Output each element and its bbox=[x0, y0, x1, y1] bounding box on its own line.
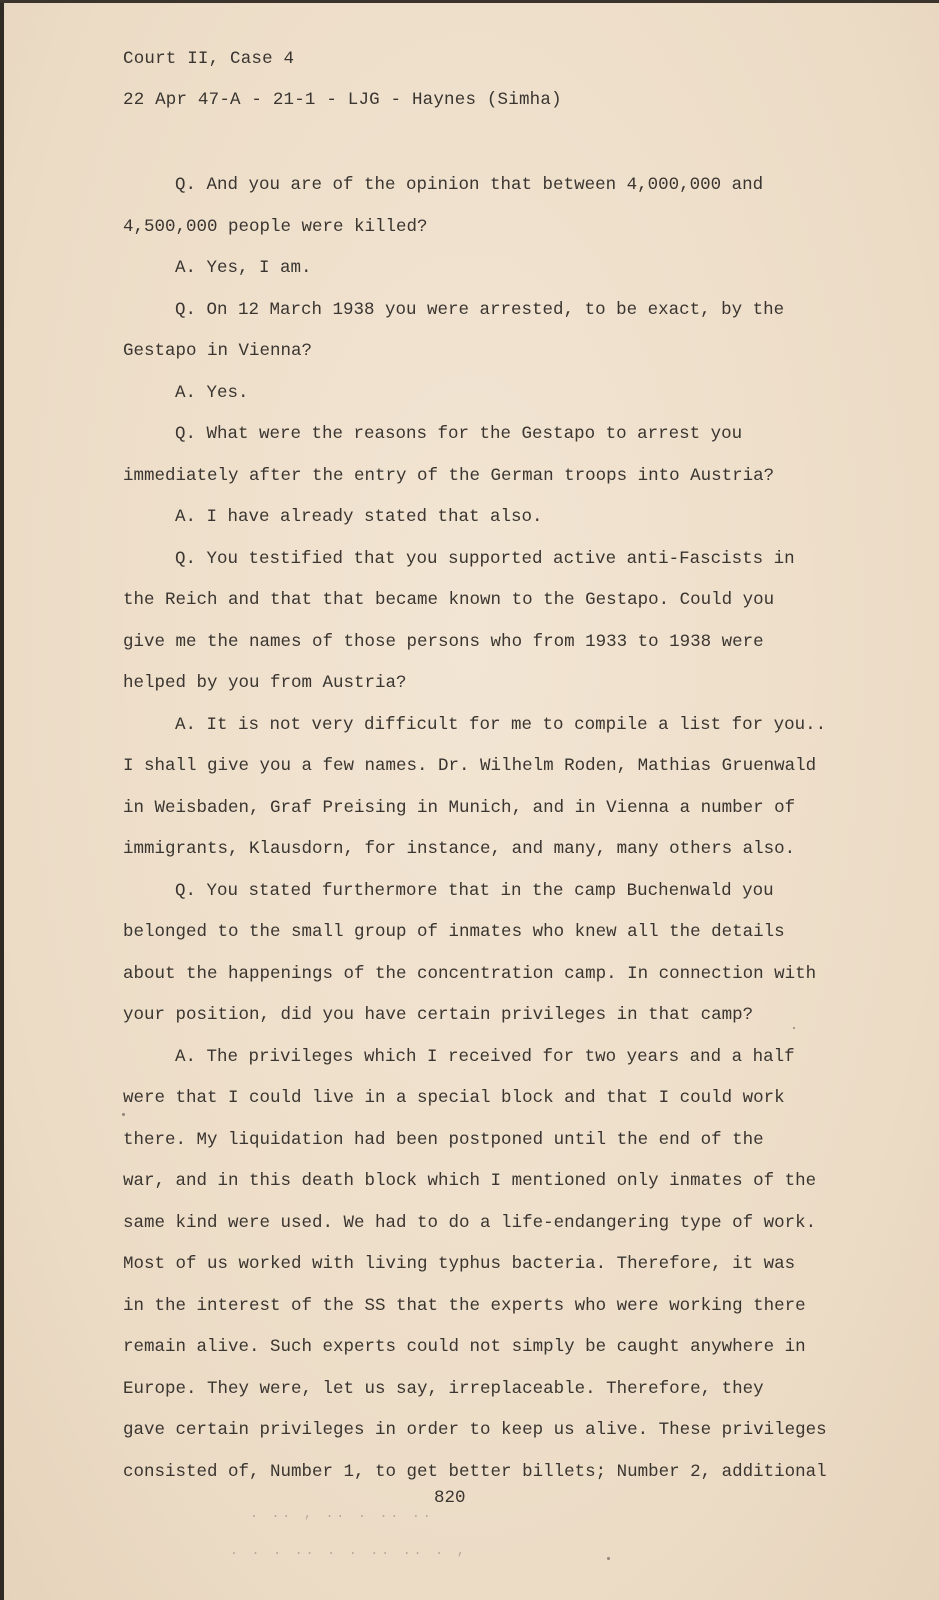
session-header: 22 Apr 47-A - 21-1 - LJG - Haynes (Simha) bbox=[123, 90, 562, 110]
page-number: 820 bbox=[434, 1488, 466, 1508]
transcript-line: same kind were used. We had to do a life-endangering type of work. bbox=[123, 1212, 817, 1233]
transcript-line: Gestapo in Vienna? bbox=[123, 341, 313, 361]
transcript-line: A. I have already stated that also. bbox=[175, 507, 543, 527]
transcript-line: war, and in this death block which I mentioned only inmates of the bbox=[123, 1171, 817, 1191]
transcript-line: A. The privileges which I received for two years and a half bbox=[175, 1046, 795, 1067]
transcript-line: A. Yes, I am. bbox=[175, 258, 312, 278]
paper-speck bbox=[793, 1027, 795, 1029]
transcript-line: immediately after the entry of the German troops into Austria? bbox=[123, 465, 775, 486]
bleed-through-mark: . . . .. . . .. .. . , bbox=[230, 1543, 468, 1558]
transcript-line: were that I could live in a special block and that I could work bbox=[123, 1088, 785, 1108]
paper-speck bbox=[607, 1557, 610, 1560]
transcript-line: gave certain privileges in order to keep us alive. These privileges bbox=[123, 1420, 827, 1440]
testimony-transcript bbox=[123, 172, 827, 1500]
transcript-line: give me the names of those persons who from 1933 to 1938 were bbox=[123, 631, 764, 652]
transcript-line: 4,500,000 people were killed? bbox=[123, 216, 428, 237]
transcript-line: I shall give you a few names. Dr. Wilhelm Roden, Mathias Gruenwald bbox=[123, 756, 817, 776]
transcript-line: Q. What were the reasons for the Gestapo to arrest you bbox=[175, 424, 743, 444]
transcript-line: your position, did you have certain privileges in that camp? bbox=[123, 1005, 754, 1025]
transcript-line: Most of us worked with living typhus bacteria. Therefore, it was bbox=[123, 1254, 796, 1274]
transcript-line: Q. You testified that you supported active anti-Fascists in bbox=[175, 548, 795, 569]
transcript-line: helped by you from Austria? bbox=[123, 673, 407, 693]
paper-speck bbox=[122, 1113, 125, 1116]
transcript-line: A. It is not very difficult for me to compile a list for you.. bbox=[175, 714, 827, 735]
transcript-line: Q. And you are of the opinion that between 4,000,000 and bbox=[175, 175, 764, 195]
transcript-line: remain alive. Such experts could not simply be caught anywhere in bbox=[123, 1337, 806, 1357]
transcript-line: Europe. They were, let us say, irreplaceable. Therefore, they bbox=[123, 1378, 764, 1399]
transcript-line: belonged to the small group of inmates who knew all the details bbox=[123, 922, 785, 942]
transcript-line: immigrants, Klausdorn, for instance, and many, many others also. bbox=[123, 839, 796, 859]
transcript-line: there. My liquidation had been postponed until the end of the bbox=[123, 1129, 764, 1150]
transcript-line: Q. On 12 March 1938 you were arrested, to be exact, by the bbox=[175, 299, 785, 320]
case-header: Court II, Case 4 bbox=[123, 49, 295, 69]
transcript-line: in the interest of the SS that the experts who were working there bbox=[123, 1295, 806, 1316]
transcript-line: consisted of, Number 1, to get better billets; Number 2, additional bbox=[123, 1461, 827, 1482]
transcript-line: about the happenings of the concentration camp. In connection with bbox=[123, 963, 817, 984]
bleed-through-mark: . .. , .. . .. .. bbox=[250, 1506, 434, 1521]
transcript-line: the Reich and that that became known to the Gestapo. Could you bbox=[123, 590, 775, 610]
transcript-line: A. Yes. bbox=[175, 382, 249, 403]
transcript-line: Q. You stated furthermore that in the camp Buchenwald you bbox=[175, 880, 774, 901]
transcript-line: in Weisbaden, Graf Preising in Munich, and in Vienna a number of bbox=[123, 797, 796, 818]
